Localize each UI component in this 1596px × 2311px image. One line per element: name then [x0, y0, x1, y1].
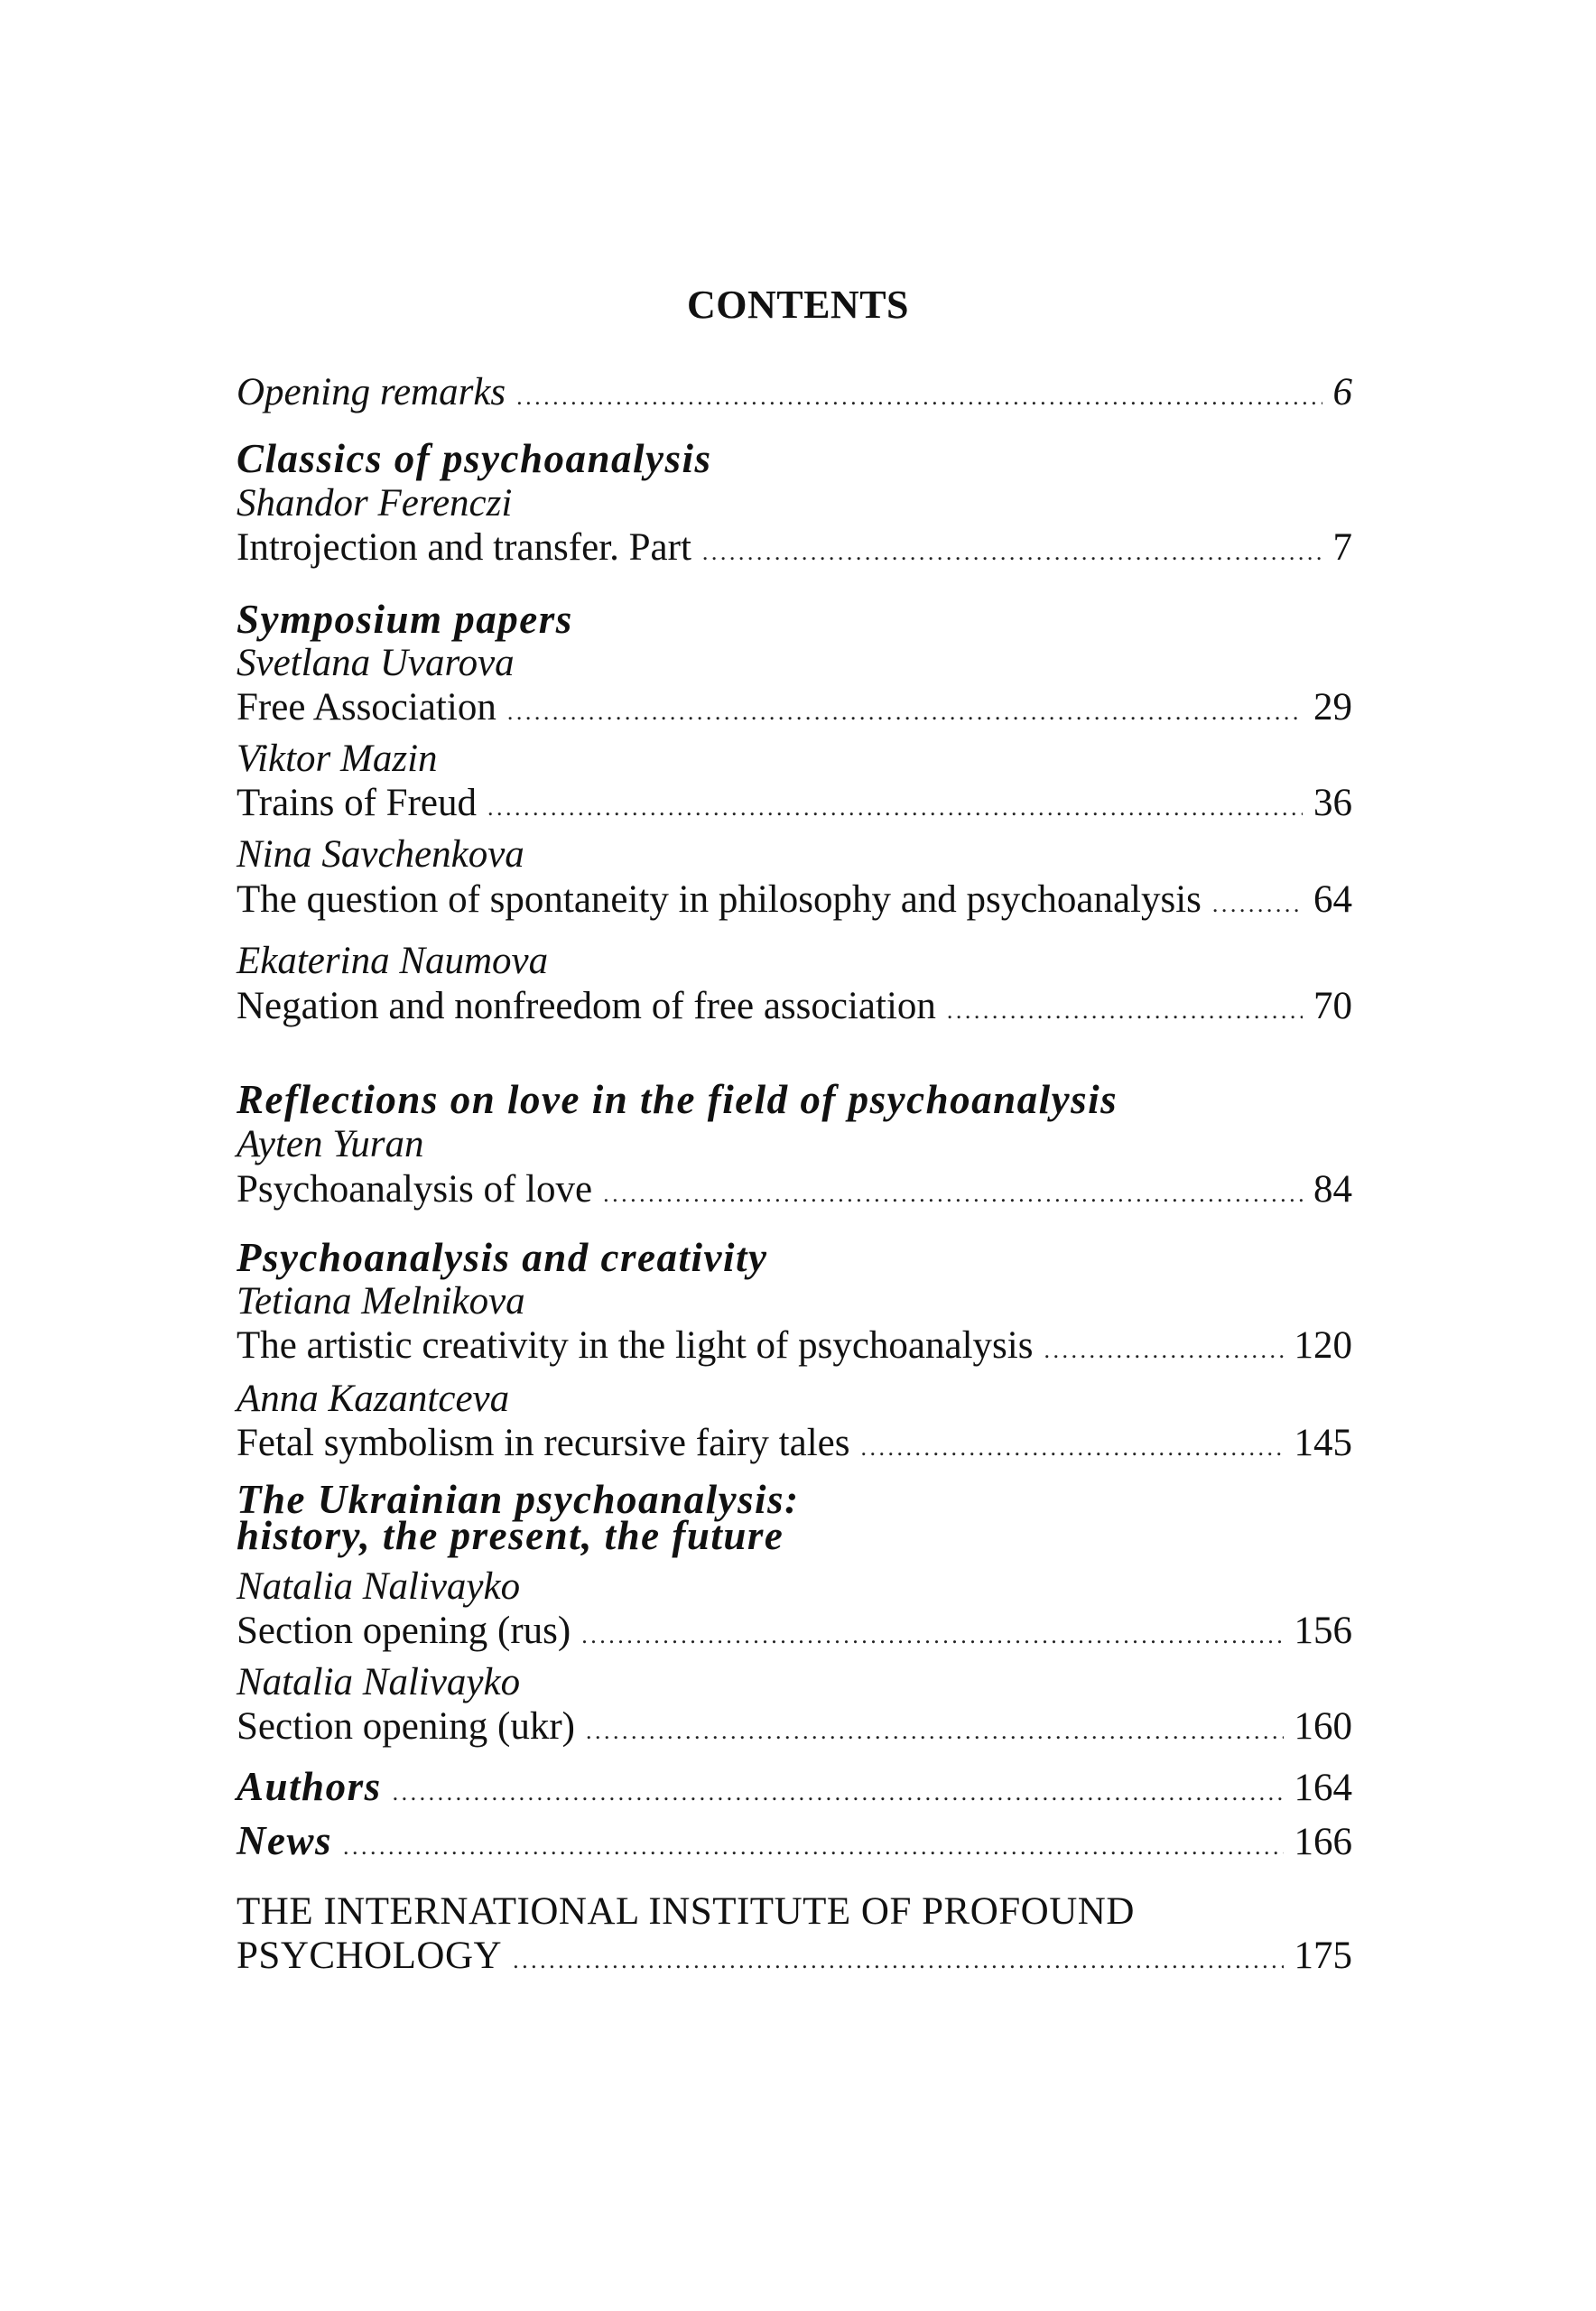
dot-leader	[487, 785, 1303, 831]
entry-title: Introjection and transfer. Part	[237, 526, 691, 569]
entry-title: News	[237, 1818, 332, 1863]
author-name	[237, 1564, 1352, 1610]
author: Ayten Yuran	[237, 1123, 424, 1165]
section-heading: history, the present, the future	[237, 1513, 784, 1558]
entry-title: Section opening (ukr)	[237, 1705, 575, 1748]
dot-leader	[393, 1770, 1284, 1815]
dot-leader	[507, 690, 1303, 735]
author: Shandor Ferenczi	[237, 482, 513, 524]
author-name	[237, 737, 1352, 782]
section-heading: Psychoanalysis and creativity	[237, 1235, 768, 1280]
author: Viktor Mazin	[237, 738, 438, 780]
section-heading: Reflections on love in the field of psychoanalysis	[237, 1077, 1118, 1122]
entry-title: The artistic creativity in the light of psychoanalysis	[237, 1324, 1034, 1367]
author: Svetlana Uvarova	[237, 642, 515, 684]
author: Tetiana Melnikova	[237, 1280, 525, 1323]
section-heading-classics	[237, 436, 1352, 481]
author-name	[237, 1122, 1352, 1167]
entry-title: Fetal symbolism in recursive fairy tales	[237, 1422, 850, 1464]
page-number: 120	[1294, 1324, 1352, 1367]
entry-title: Section opening (rus)	[237, 1610, 571, 1652]
page-number: 29	[1313, 686, 1352, 729]
page-number: 6	[1332, 371, 1352, 413]
dot-leader	[860, 1425, 1283, 1471]
toc-entry-opening-remarks[interactable]	[237, 370, 1352, 415]
page-number: 84	[1313, 1168, 1352, 1211]
toc-entry[interactable]	[237, 685, 1352, 730]
page-number: 36	[1313, 782, 1352, 824]
page-number: 156	[1294, 1610, 1352, 1652]
page-number: 160	[1294, 1705, 1352, 1748]
toc-entry[interactable]	[237, 1323, 1352, 1369]
toc-entry[interactable]	[237, 1167, 1352, 1212]
toc-entry[interactable]	[237, 1609, 1352, 1654]
page-number: 64	[1313, 878, 1352, 921]
author: Nina Savchenkova	[237, 833, 524, 876]
page-number: 164	[1294, 1767, 1352, 1809]
page-number: 70	[1313, 985, 1352, 1027]
dot-leader	[586, 1709, 1284, 1754]
toc-entry[interactable]	[237, 1421, 1352, 1466]
toc-entry-institute[interactable]	[237, 1934, 1352, 1979]
entry-title: Free Association	[237, 686, 496, 729]
toc-entry-news[interactable]	[237, 1818, 1352, 1863]
author-name	[237, 1660, 1352, 1705]
section-heading: The Ukrainian psychoanalysis:	[237, 1477, 800, 1522]
dot-leader	[1044, 1328, 1283, 1373]
section-heading-creativity	[237, 1235, 1352, 1280]
toc-entry-authors[interactable]	[237, 1764, 1352, 1809]
entry-title: The question of spontaneity in philosophy and psychoanalysis	[237, 878, 1202, 921]
dot-leader	[516, 375, 1322, 420]
toc-entry[interactable]	[237, 984, 1352, 1029]
author: Natalia Nalivayko	[237, 1565, 521, 1608]
toc-entry[interactable]	[237, 1704, 1352, 1749]
author-name	[237, 1377, 1352, 1422]
page-number: 166	[1294, 1821, 1352, 1863]
author-name	[237, 641, 1352, 686]
page-number: 145	[1294, 1422, 1352, 1464]
dot-leader	[947, 988, 1303, 1034]
entry-title: THE INTERNATIONAL INSTITUTE OF PROFOUND	[237, 1890, 1135, 1933]
section-heading-love	[237, 1077, 1352, 1122]
page-number: 175	[1294, 1935, 1352, 1977]
entry-title: Opening remarks	[237, 371, 506, 413]
contents-title: CONTENTS	[686, 283, 910, 327]
dot-leader	[343, 1824, 1284, 1870]
toc-entry[interactable]	[237, 525, 1352, 571]
toc-entry[interactable]	[237, 877, 1352, 923]
section-heading-symposium	[237, 597, 1352, 642]
entry-title: Authors	[237, 1764, 382, 1809]
entry-title: PSYCHOLOGY	[237, 1935, 503, 1977]
dot-leader	[513, 1938, 1283, 1983]
entry-title: Psychoanalysis of love	[237, 1168, 593, 1211]
dot-leader	[702, 530, 1322, 575]
author-name	[237, 832, 1352, 877]
author: Natalia Nalivayko	[237, 1661, 521, 1703]
author-name	[237, 939, 1352, 984]
dot-leader	[1212, 882, 1303, 927]
author: Ekaterina Naumova	[237, 940, 549, 982]
toc-entry[interactable]	[237, 781, 1352, 826]
section-heading-ukrainian-line2	[237, 1513, 1352, 1558]
author: Anna Kazantceva	[237, 1378, 510, 1420]
entry-title: Negation and nonfreedom of free association	[237, 985, 936, 1027]
author-name	[237, 481, 1352, 526]
section-heading: Symposium papers	[237, 597, 573, 642]
section-heading: Classics of psychoanalysis	[237, 436, 712, 481]
dot-leader	[581, 1613, 1283, 1658]
institute-line1	[237, 1889, 1352, 1935]
dot-leader	[603, 1172, 1303, 1217]
author-name	[237, 1279, 1352, 1324]
page-number: 7	[1332, 526, 1352, 569]
entry-title: Trains of Freud	[237, 782, 477, 824]
